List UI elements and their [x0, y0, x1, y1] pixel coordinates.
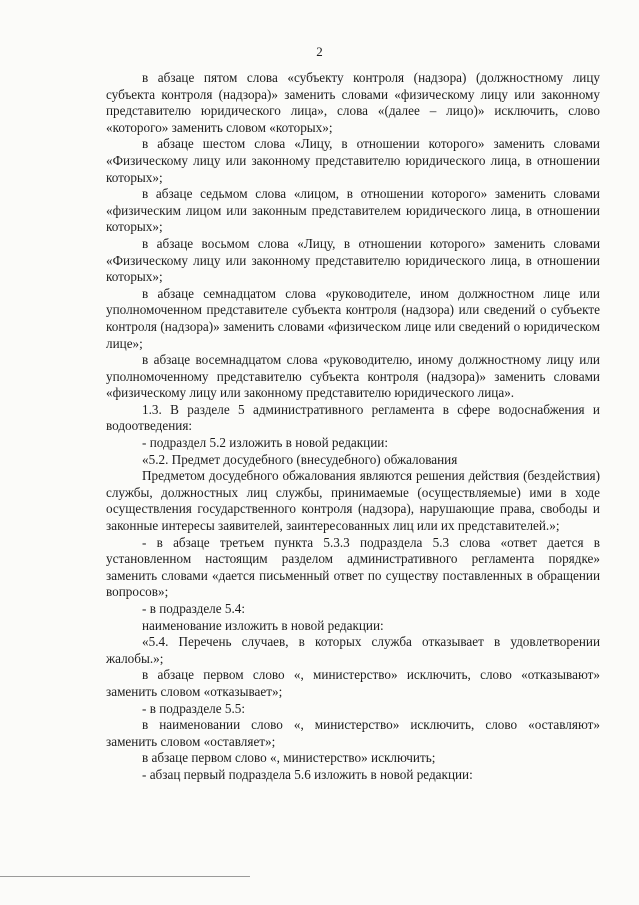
paragraph: Предметом досудебного обжалования являются решения действия (бездействия) службы, должностных лиц службы, принимаемые (осуществляемые) ими в ходе осуществления государственного контроля (надзора), нарушающие права, свободы и законные интересы заявителей, заинтересованных лиц или их представителей.»; [106, 468, 600, 534]
paragraph: наименование изложить в новой редакции: [142, 617, 384, 633]
paragraph: в абзаце седьмом слова «лицом, в отношении которого» заменить словами «физическим лицом или законным представителем юридического лица, в отношении которых»; [106, 186, 600, 235]
paragraph: - в абзаце третьем пункта 5.3.3 подраздела 5.3 слова «ответ дается в установленном настоящим разделом административного регламента порядке» заменить словами «дается письменный ответ по существу поставленных в обращении вопросов»; [106, 534, 600, 600]
paragraph: «5.2. Предмет досудебного (внесудебного) обжалования [142, 451, 458, 467]
paragraph: в абзаце первом слово «, министерство» исключить; [142, 750, 436, 766]
document-body [106, 70, 600, 784]
paragraph: в абзаце пятом слова «субъекту контроля (надзора) (должностному лицу субъекта контроля (надзора)» заменить словами «физическому лицу или законному представителю юридического лица», слова «(далее – лицо)» исключить, слово «которого» заменить словом «которых»; [106, 70, 600, 135]
footer-divider [0, 876, 250, 877]
paragraph: в наименовании слово «, министерство» исключить, слово «оставляют» заменить словом «оставляет»; [106, 717, 600, 749]
page-number: 2 [316, 44, 323, 59]
paragraph: в абзаце семнадцатом слова «руководителе, ином должностном лице или уполномоченном представителе субъекта контроля (надзора) или сведений о субъекте контроля (надзора)» заменить словами «физическом лице или сведений о юридическом лице»; [106, 285, 600, 351]
paragraph: в абзаце восьмом слова «Лицу, в отношении которого» заменить словами «Физическому лицу или законному представителю юридического лица, в отношении которых»; [106, 235, 600, 285]
paragraph: в абзаце шестом слова «Лицу, в отношении которого» заменить словами «Физическому лицу или законному представителю юридического лица, в отношении которых»; [106, 136, 600, 185]
paragraph: - в подразделе 5.5: [142, 700, 246, 716]
paragraph: - в подразделе 5.4: [142, 601, 246, 616]
paragraph: в абзаце восемнадцатом слова «руководителю, иному должностному лицу или уполномоченному представителю субъекта контроля (надзора)» заменить словами «физическому лицу или законному представителю юридического лица». [106, 352, 600, 401]
paragraph: 1.3. В разделе 5 административного регламента в сфере водоснабжения и водоотведения: [106, 401, 600, 434]
paragraph: - подраздел 5.2 изложить в новой редакции: [142, 435, 389, 451]
paragraph: «5.4. Перечень случаев, в которых служба отказывает в удовлетворении жалобы.»; [106, 634, 600, 666]
paragraph: - абзац первый подраздела 5.6 изложить в новой редакции: [142, 766, 473, 782]
paragraph: в абзаце первом слово «, министерство» исключить, слово «отказывают» заменить словом «отказывает»; [106, 667, 600, 699]
